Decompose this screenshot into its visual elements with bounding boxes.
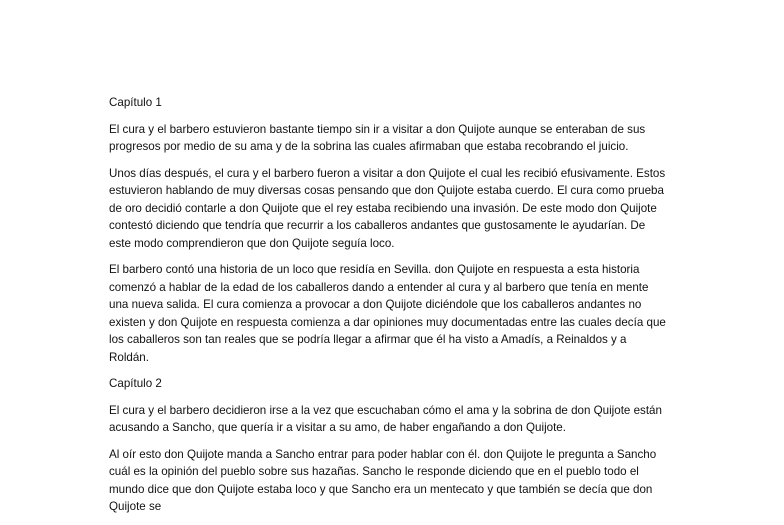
chapter-1-paragraph-2: Unos días después, el cura y el barbero fueron a visitar a don Quijote el cual les recibió efusivamente. Estos estuvieron hablando de muy diversas cosas pensando que don Quijote estaba cuerdo. El cura como prueba de oro decidió contarle a don Quijote que el rey estaba recibiendo una invasión. De este modo don Quijote contestó diciendo que tendría que recurrir a los caballeros andantes que gustosamente le ayudarían. De este modo comprendieron que don Quijote seguía loco. bbox=[109, 166, 666, 250]
chapter-2-paragraph-1: El cura y el barbero decidieron irse a la vez que escuchaban cómo el ama y la sobrina de don Quijote están acusando a Sancho, que quería ir a visitar a su amo, de haber engañando a don Quijote. bbox=[109, 403, 662, 434]
document-body bbox=[109, 94, 669, 525]
chapter-2-paragraph-2: Al oír esto don Quijote manda a Sancho entrar para poder hablar con él. don Quijote le pregunta a Sancho cuál es la opinión del pueblo sobre sus hazañas. Sancho le responde diciendo que en el pueblo todo el mundo dice que don Quijote estaba loco y que Sancho era un mentecato y que también se decía que don Quijote se bbox=[109, 447, 657, 513]
chapter-1-heading: Capítulo 1 bbox=[109, 96, 162, 109]
chapter-1-paragraph-3: El barbero contó una historia de un loco que residía en Sevilla. don Quijote en respuesta a esta historia comenzó a hablar de la edad de los caballeros dando a entender al cura y al barbero que tenía en mente una nueva salida. El cura comienza a provocar a don Quijote diciéndole que los caballeros andantes no existen y don Quijote en respuesta comienza a dar opiniones muy documentadas entre las cuales decía que los caballeros son tan reales que se podría llegar a afirmar que él ha visto a Amadís, a Reinaldos y a Roldán. bbox=[109, 263, 666, 364]
chapter-2-heading: Capítulo 2 bbox=[109, 377, 162, 390]
chapter-1-paragraph-1: El cura y el barbero estuvieron bastante tiempo sin ir a visitar a don Quijote aunque se enteraban de sus progresos por medio de su ama y de la sobrina las cuales afirmaban que estaba recobrando el juicio. bbox=[109, 122, 646, 153]
